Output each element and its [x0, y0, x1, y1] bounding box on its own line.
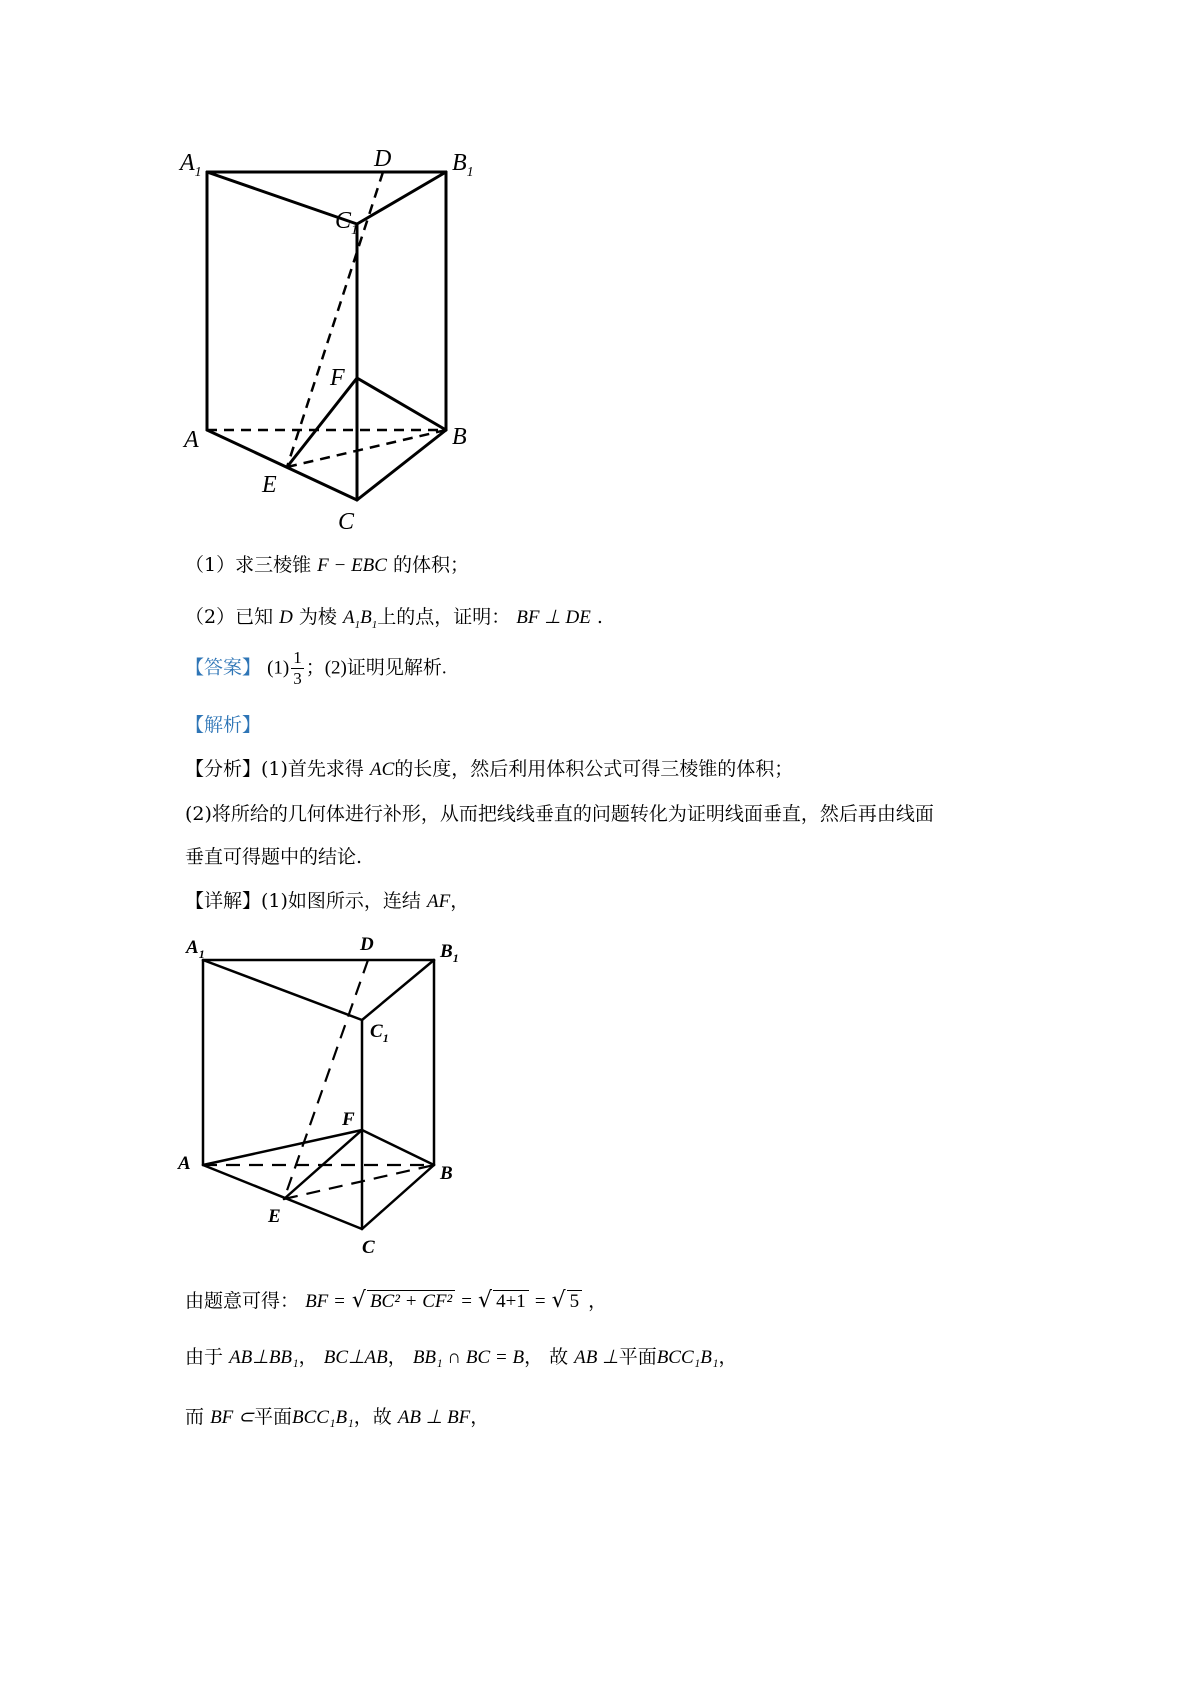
edge2-c-b [362, 1165, 434, 1229]
xiangjie-line: 【详解】(1)如图所示，连结 AF， [185, 890, 470, 912]
label2-a1: $A_1$ [186, 937, 205, 961]
label-e: E [262, 472, 277, 498]
edge2-a-f [203, 1130, 362, 1165]
edge2-f-b [362, 1130, 434, 1165]
prism-figure-2 [170, 925, 490, 1265]
equation-bf-subset: 而 BF ⊂平面BCC₁B₁，故 AB ⊥ BF， [185, 1406, 490, 1428]
edge-f-b [357, 378, 446, 430]
equation-bf: 由题意可得： BF = √ BC² + CF² = √ 4+1 = √ 5 ， [185, 1288, 608, 1313]
label2-c: C [362, 1237, 375, 1258]
edge-c1-b1 [357, 172, 446, 224]
edge2-a1-c1 [203, 960, 362, 1020]
fraction-one-third: $\frac{1}{3}$ [293, 648, 302, 688]
analysis-tag: 【解析】 [185, 714, 262, 736]
edge-a-c [207, 430, 357, 500]
sqrt-bc-cf: BC² + CF² [367, 1290, 455, 1313]
label2-c1: $C_1$ [370, 1021, 389, 1045]
answer-line: 【答案】 (1) $\frac{1}{3}$ ；(2)证明见解析. [185, 648, 447, 688]
answer-tag: 【答案】 [185, 656, 262, 679]
label-c1: $C_1$ [335, 208, 359, 238]
label2-f: F [342, 1109, 355, 1130]
fenxi-line-1: 【分析】(1)首先求得 AC的长度，然后利用体积公式可得三棱锥的体积； [185, 758, 794, 780]
label-b: B [452, 424, 467, 450]
label2-b1: $B_1$ [440, 941, 459, 965]
sqrt-5: 5 [567, 1290, 583, 1313]
fenxi-line-2: (2)将所给的几何体进行补形，从而把线线垂直的问题转化为证明线面垂直，然后再由线面 [185, 803, 934, 825]
label-a1: $A_1$ [180, 150, 202, 180]
label-a: A [184, 427, 199, 453]
edge2-a-c [203, 1165, 362, 1229]
label-b1: $B_1$ [452, 150, 474, 180]
question-1: （1）求三棱锥 F − EBC 的体积； [185, 554, 470, 576]
prism-figure-1-svg [170, 140, 530, 540]
fenxi-line-3: 垂直可得题中的结论. [185, 846, 363, 868]
sqrt-4-plus-1: 4+1 [493, 1290, 529, 1313]
q2-expression: BF ⊥ DE [516, 607, 591, 628]
prism-figure-1 [170, 140, 530, 540]
label2-e: E [268, 1206, 281, 1227]
segment-a1b1: $A_1B_1$ [342, 607, 378, 631]
edge2-c1-b1 [362, 960, 434, 1020]
label2-b: B [440, 1163, 453, 1184]
label2-a: A [178, 1153, 191, 1174]
label-c: C [338, 509, 355, 535]
edge-c-b [357, 430, 446, 500]
question-2: （2）已知 D 为棱 $A_1B_1$上的点，证明： BF ⊥ DE . [185, 606, 603, 631]
q1-expression: F − EBC [317, 555, 387, 576]
equation-ab-perp: 由于 AB⊥BB₁， BC⊥AB， BB₁ ∩ BC = B， 故 AB ⊥平面BCC₁B₁， [185, 1346, 738, 1368]
dashed2-e-b [284, 1165, 434, 1199]
label-f: F [330, 365, 345, 391]
label-d: D [374, 146, 392, 172]
label2-d: D [360, 934, 374, 955]
prism-figure-2-svg [170, 925, 490, 1265]
